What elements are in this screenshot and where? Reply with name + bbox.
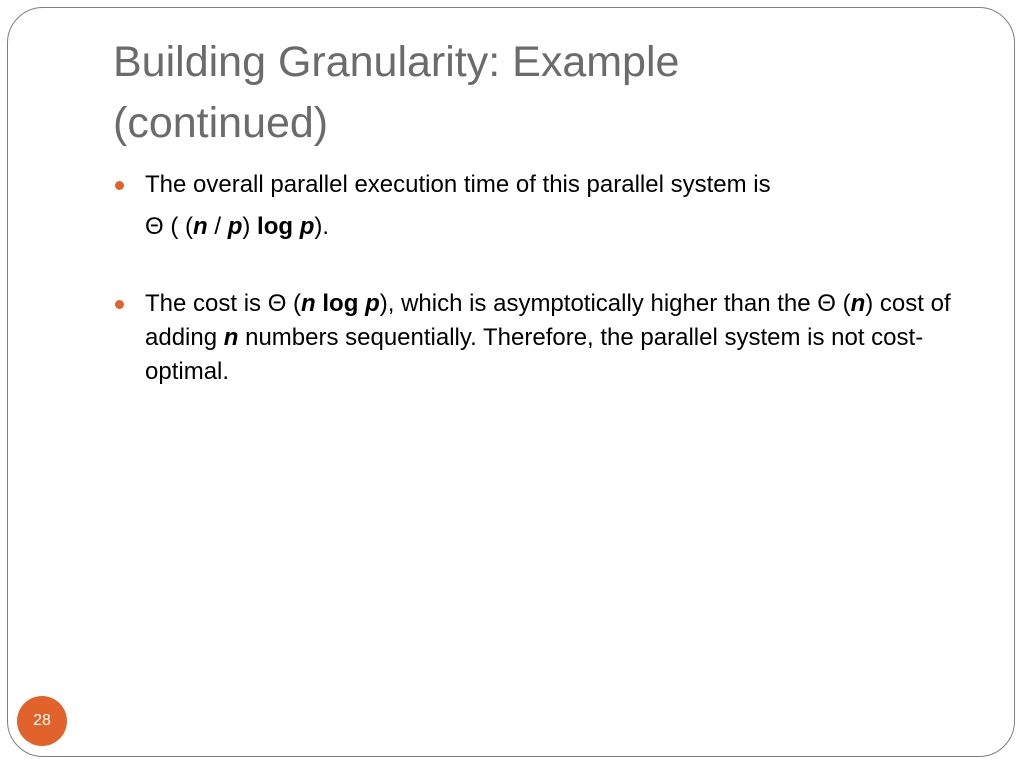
bullet-item-cost [114, 287, 974, 389]
variable-n: n [850, 290, 866, 317]
variable-n: n [301, 290, 316, 317]
variable-n: n [193, 213, 208, 240]
bullet-dot-icon [115, 181, 124, 190]
slide-title-line1: Building Granularity: Example [113, 38, 680, 86]
formula-text: Θ ( ( [145, 213, 193, 240]
variable-p: p [227, 213, 243, 240]
slide-title [113, 32, 973, 154]
bullet-list [114, 168, 974, 389]
formula-text: ). [314, 213, 330, 240]
bullet-text: The overall parallel execution time of this parallel system is [145, 171, 771, 198]
bullet-dot-icon [115, 300, 124, 309]
formula-text [293, 213, 300, 240]
slide-title-line2: (continued) [113, 99, 329, 147]
formula-text: ) [242, 213, 258, 240]
variable-p: p [299, 213, 315, 240]
formula-line [145, 210, 974, 244]
variable-p: p [365, 290, 380, 317]
log-operator: log [322, 290, 359, 317]
bullet-text: ) cost of adding [145, 290, 951, 351]
bullet-text: ), which is asymptotically higher than the Θ ( [379, 290, 851, 317]
log-operator: log [257, 213, 294, 240]
page-number-badge: 28 [17, 696, 67, 746]
variable-n: n [223, 324, 239, 351]
bullet-text: numbers sequentially. Therefore, the parallel system is not cost-optimal. [145, 324, 924, 385]
bullet-item-execution-time [114, 168, 974, 244]
bullet-text: The cost is Θ ( [145, 290, 302, 317]
formula-text: / [207, 213, 228, 240]
